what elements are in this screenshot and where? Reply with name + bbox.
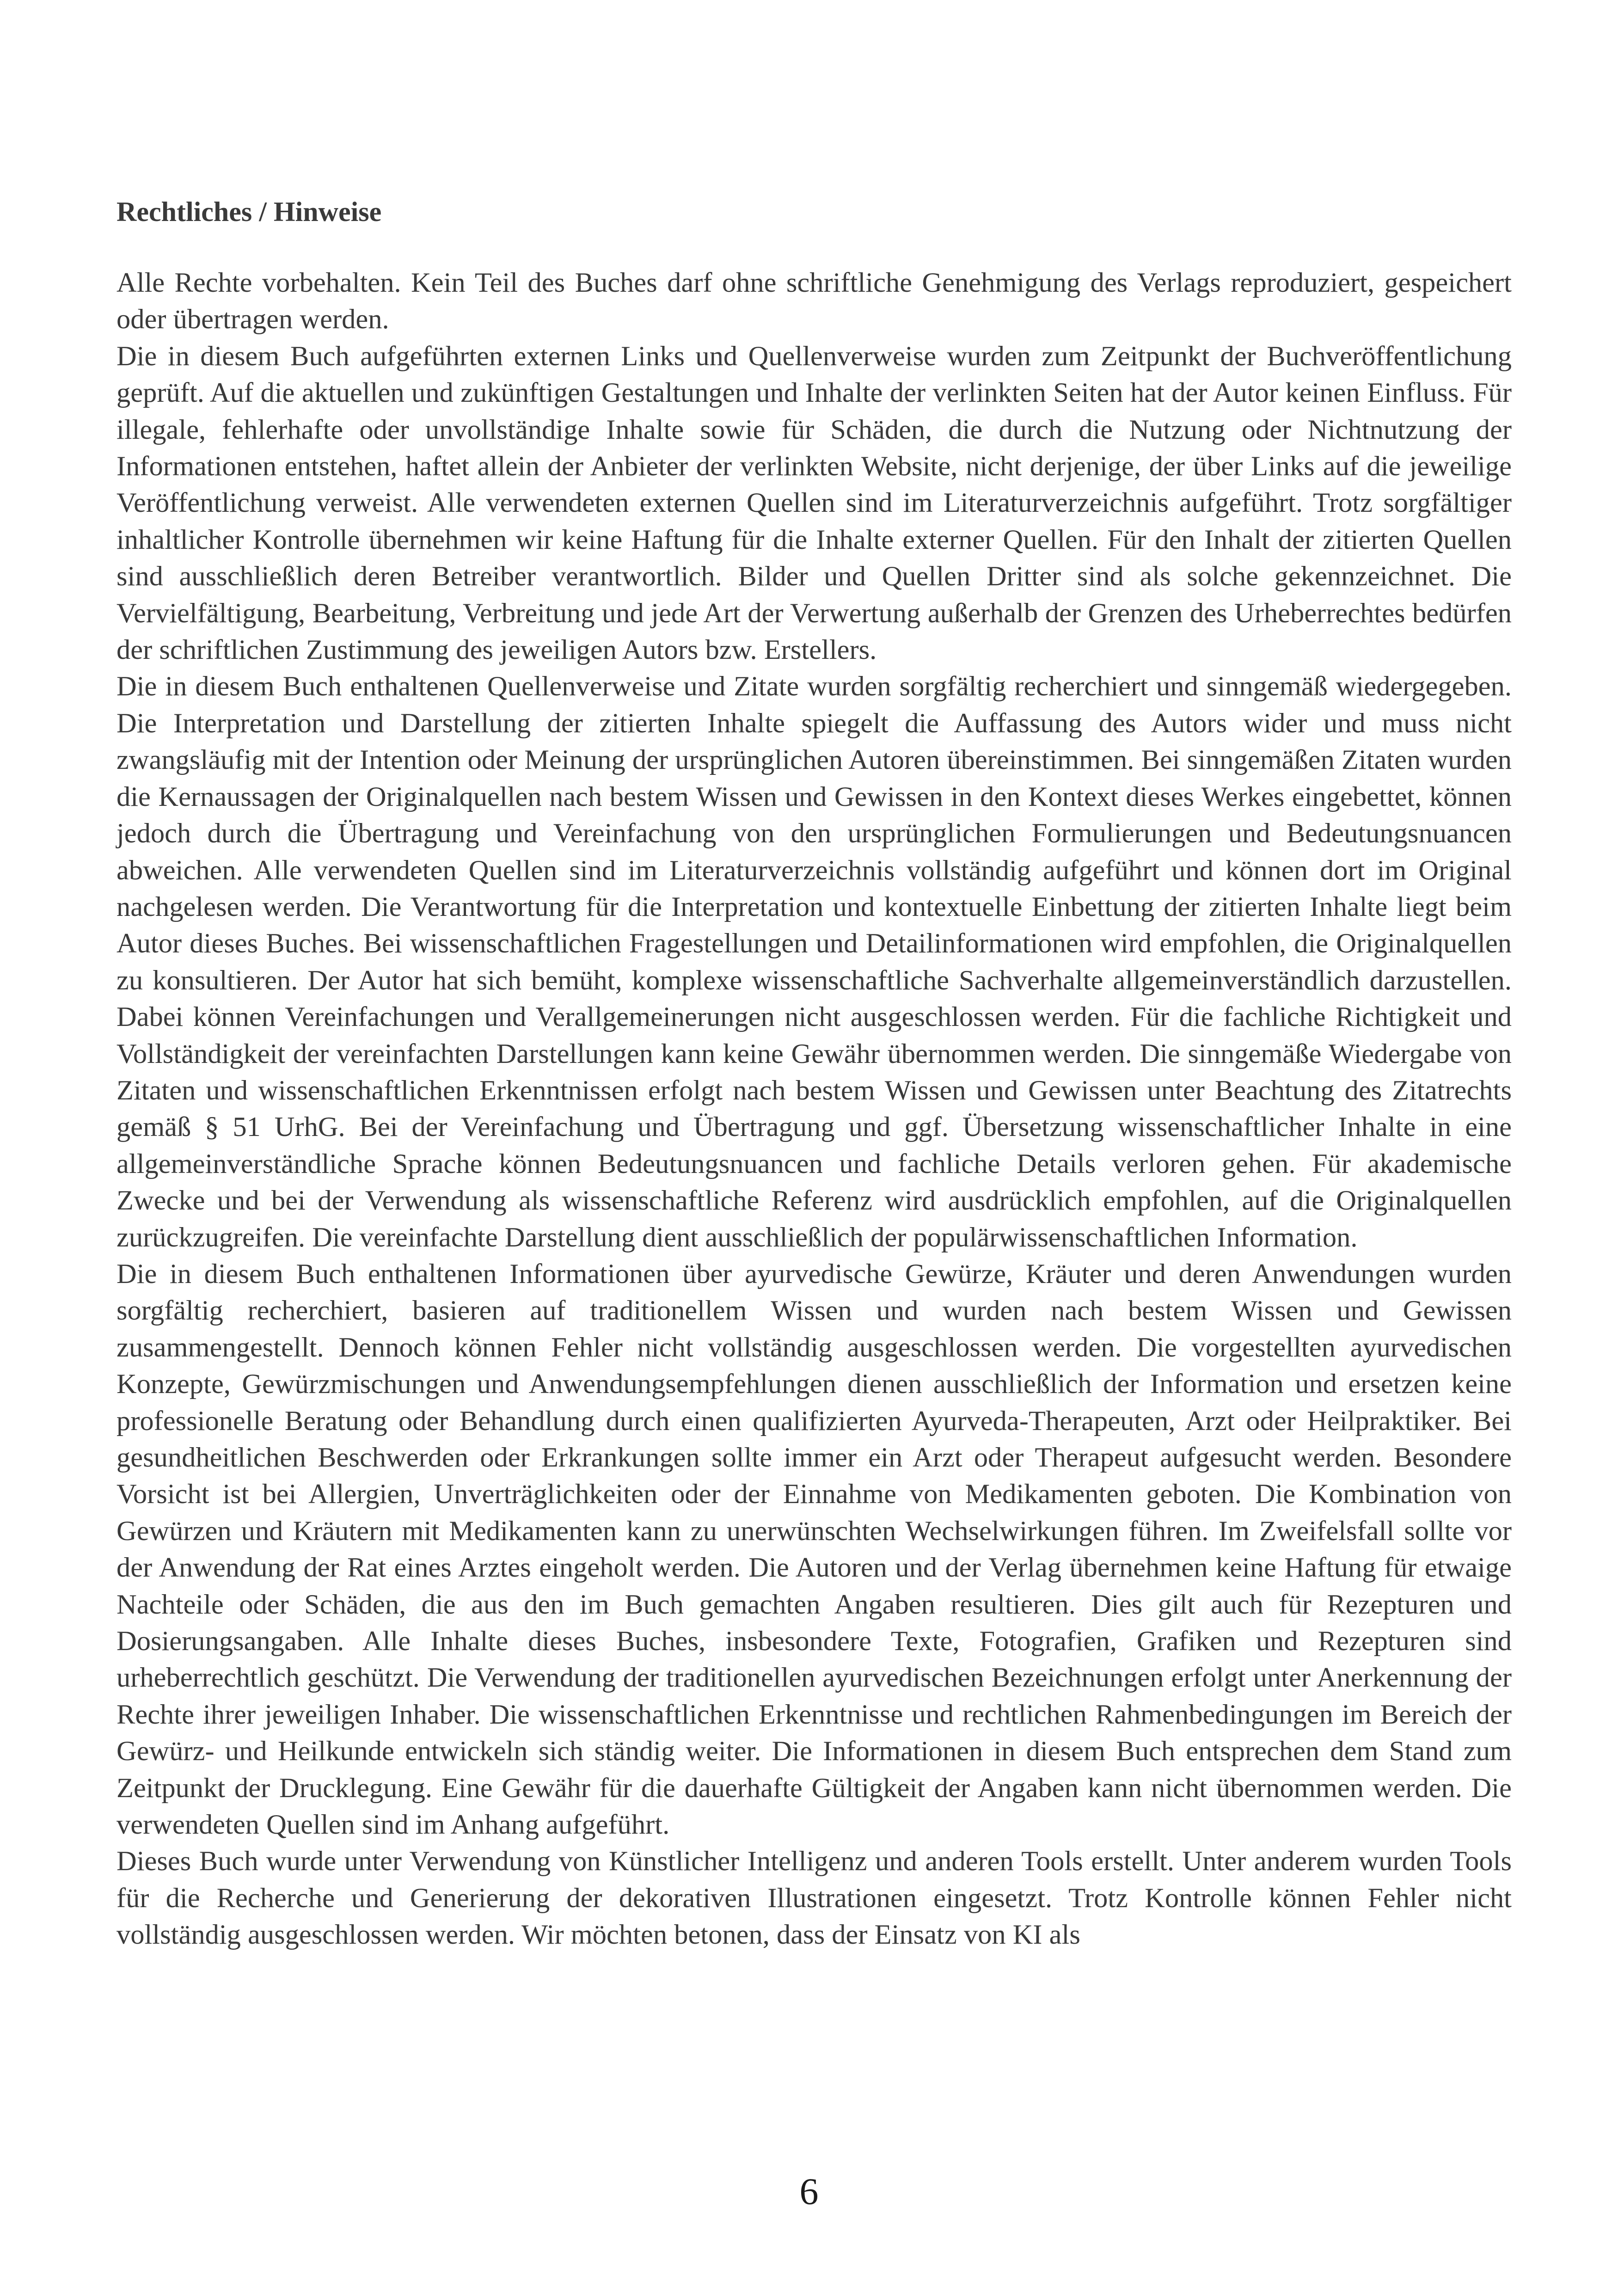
page-heading: Rechtliches / Hinweise	[116, 196, 382, 227]
paragraph-health-disclaimer: Die in diesem Buch enthaltenen Informationen über ayurvedische Gewürze, Kräuter und deren Anwendungen wurden sorgfältig recherchiert, basieren auf traditionellem Wissen und wurden nach bestem Wissen und Gewissen zusammengestellt. Dennoch können Fehler nicht vollständig ausgeschlossen werden. Die vorgestellten ayurvedischen Konzepte, Gewürzmischungen und Anwendungsempfehlungen dienen ausschließlich der Information und ersetzen keine professionelle Beratung oder Behandlung durch einen qualifizierten Ayurveda-Therapeuten, Arzt oder Heilpraktiker. Bei gesundheitlichen Beschwerden oder Erkrankungen sollte immer ein Arzt oder Therapeut aufgesucht werden. Besondere Vorsicht ist bei Allergien, Unverträglichkeiten oder der Einnahme von Medikamenten geboten. Die Kombination von Gewürzen und Kräutern mit Medikamenten kann zu unerwünschten Wechselwirkungen führen. Im Zweifelsfall sollte vor der Anwendung der Rat eines Arztes eingeholt werden. Die Autoren und der Verlag übernehmen keine Haftung für etwaige Nachteile oder Schäden, die aus den im Buch gemachten Angaben resultieren. Dies gilt auch für Rezepturen und Dosierungsangaben. Alle Inhalte dieses Buches, insbesondere Texte, Fotografien, Grafiken und Rezepturen sind urheberrechtlich geschützt. Die Verwendung der traditionellen ayurvedischen Bezeichnungen erfolgt unter Anerkennung der Rechte ihrer jeweiligen Inhaber. Die wissenschaftlichen Erkenntnisse und rechtlichen Rahmenbedingungen im Bereich der Gewürz- und Heilkunde entwickeln sich ständig weiter. Die Informationen in diesem Buch entsprechen dem Stand zum Zeitpunkt der Drucklegung. Eine Gewähr für die dauerhafte Gültigkeit der Angaben kann nicht übernommen werden. Die verwendeten Quellen sind im Anhang aufgeführt.	[116, 1258, 1512, 1841]
paragraph-rights-reserved: Alle Rechte vorbehalten. Kein Teil des Buches darf ohne schriftliche Genehmigung des Verlags reproduziert, gespeichert oder übertragen werden.	[116, 267, 1512, 335]
legal-notice-body	[116, 264, 1512, 1953]
paragraph-ai-usage: Dieses Buch wurde unter Verwendung von Künstlicher Intelligenz und anderen Tools erstellt. Unter anderem wurden Tools für die Recherche und Generierung der dekorativen Illustrationen eingesetzt. Trotz Kontrolle können Fehler nicht vollständig ausgeschlossen werden. Wir möchten betonen, dass der Einsatz von KI als	[116, 1846, 1512, 1951]
paragraph-citations: Die in diesem Buch enthaltenen Quellenverweise und Zitate wurden sorgfältig recherchiert und sinngemäß wiedergegeben. Die Interpretation und Darstellung der zitierten Inhalte spiegelt die Auffassung des Autors wider und muss nicht zwangsläufig mit der Intention oder Meinung der ursprünglichen Autoren übereinstimmen. Bei sinngemäßen Zitaten wurden die Kernaussagen der Originalquellen nach bestem Wissen und Gewissen in den Kontext dieses Werkes eingebettet, können jedoch durch die Übertragung und Vereinfachung von den ursprünglichen Formulierungen und Bedeutungsnuancen abweichen. Alle verwendeten Quellen sind im Literaturverzeichnis vollständig aufgeführt und können dort im Original nachgelesen werden. Die Verantwortung für die Interpretation und kontextuelle Einbettung der zitierten Inhalte liegt beim Autor dieses Buches. Bei wissenschaftlichen Fragestellungen und Detailinformationen wird empfohlen, die Originalquellen zu konsultieren. Der Autor hat sich bemüht, komplexe wissenschaftliche Sachverhalte allgemeinverständlich darzustellen. Dabei können Vereinfachungen und Verallgemeinerungen nicht ausgeschlossen werden. Für die fachliche Richtigkeit und Vollständigkeit der vereinfachten Darstellungen kann keine Gewähr übernommen werden. Die sinngemäße Wiedergabe von Zitaten und wissenschaftlichen Erkenntnissen erfolgt nach bestem Wissen und Gewissen unter Beachtung des Zitatrechts gemäß § 51 UrhG. Bei der Vereinfachung und Übertragung und ggf. Übersetzung wissenschaftlicher Inhalte in eine allgemeinverständliche Sprache können Bedeutungsnuancen und fachliche Details verloren gehen. Für akademische Zwecke und bei der Verwendung als wissenschaftliche Referenz wird ausdrücklich empfohlen, auf die Originalquellen zurückzugreifen. Die vereinfachte Darstellung dient ausschließlich der populärwissenschaftlichen Information.	[116, 671, 1512, 1253]
paragraph-external-links: Die in diesem Buch aufgeführten externen Links und Quellenverweise wurden zum Zeitpunkt der Buchveröffentlichung geprüft. Auf die aktuellen und zukünftigen Gestaltungen und Inhalte der verlinkten Seiten hat der Autor keinen Einfluss. Für illegale, fehlerhafte oder unvollständige Inhalte sowie für Schäden, die durch die Nutzung oder Nichtnutzung der Informationen entstehen, haftet allein der Anbieter der verlinkten Website, nicht derjenige, der über Links auf die jeweilige Veröffentlichung verweist. Alle verwendeten externen Quellen sind im Literaturverzeichnis aufgeführt. Trotz sorgfältiger inhaltlicher Kontrolle übernehmen wir keine Haftung für die Inhalte externer Quellen. Für den Inhalt der zitierten Quellen sind ausschließlich deren Betreiber verantwortlich. Bilder und Quellen Dritter sind als solche gekennzeichnet. Die Vervielfältigung, Bearbeitung, Verbreitung und jede Art der Verwertung außerhalb der Grenzen des Urheberrechtes bedürfen der schriftlichen Zustimmung des jeweiligen Autors bzw. Erstellers.	[116, 340, 1512, 666]
page-number: 6	[799, 2170, 819, 2212]
